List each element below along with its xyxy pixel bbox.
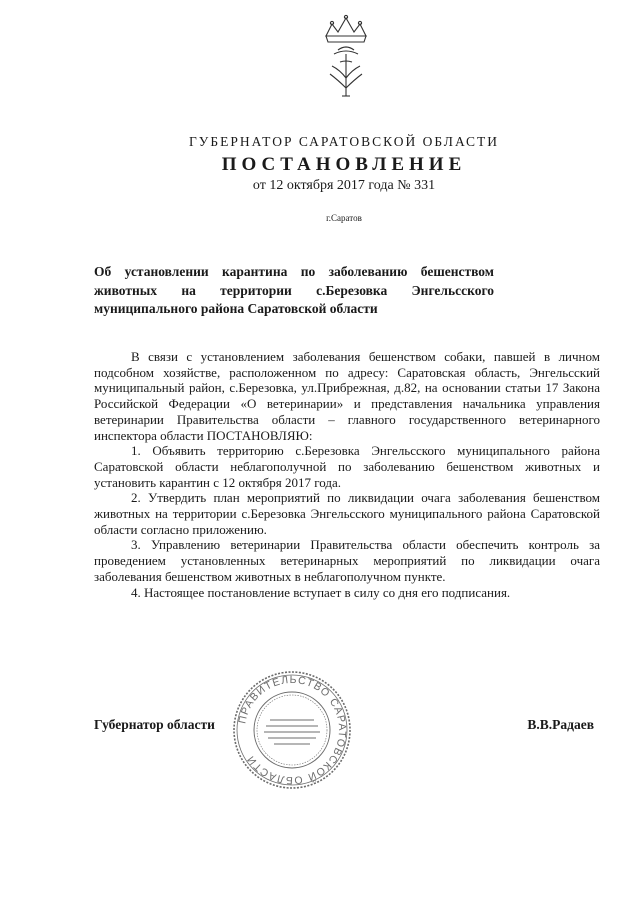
svg-text:ПРАВИТЕЛЬСТВО САРАТОВСКОЙ ОБЛА: ПРАВИТЕЛЬСТВО САРАТОВСКОЙ ОБЛАСТИ [236,673,349,787]
body-item-3: 3. Управлению ветеринарии Правительства области обеспечить контроль за проведением установленных ветеринарных мероприятий по ликвидации очага заболевания бешенством животных в неблагополучном пункте. [94,537,600,584]
document-city: г.Саратов [326,213,362,223]
signature-block [94,717,600,739]
document-subject [94,263,494,319]
subject-line-1: Об установлении карантина по заболеванию бешенством [94,264,494,279]
body-item-2: 2. Утвердить план мероприятий по ликвидации очага заболевания бешенством животных на территории с.Березовка Энгельсского муниципального района Саратовской области согласно приложению. [94,490,600,537]
body-preamble: В связи с установлением заболевания бешенством собаки, павшей в личном подсобном хозяйстве, расположенном по адресу: Саратовская область, Энгельсский муниципальный район, с.Березовка, ул.Прибрежная, д.82, на основании статьи 17 Закона Российской Федерации «О ветеринарии» и представления начальника управления ветеринарии Правительства области – главного государственного ветеринарного инспектора области ПОСТАНОВЛЯЮ: [94,349,600,443]
issuing-authority: ГУБЕРНАТОР САРАТОВСКОЙ ОБЛАСТИ [188,134,500,149]
subject-line-2: животных на территории с.Березовка Энгельсского [94,282,494,298]
signer-title: Губернатор области [94,717,215,732]
document-date-number: от 12 октября 2017 года № 331 [252,178,436,193]
body-item-1: 1. Объявить территорию с.Березовка Энгельсского муниципального района Саратовской области неблагополучной по заболеванию бешенством животных и установить карантин с 12 октября 2017 года. [94,443,600,490]
signer-name: В.В.Радаев [527,717,594,732]
body-item-4: 4. Настоящее постановление вступает в силу со дня его подписания. [131,584,511,600]
document-body [94,349,600,600]
document-type-title: ПОСТАНОВЛЕНИЕ [221,154,467,175]
subject-line-3: муниципального района Саратовской области [94,301,378,316]
crown-emblem-icon [318,14,374,100]
